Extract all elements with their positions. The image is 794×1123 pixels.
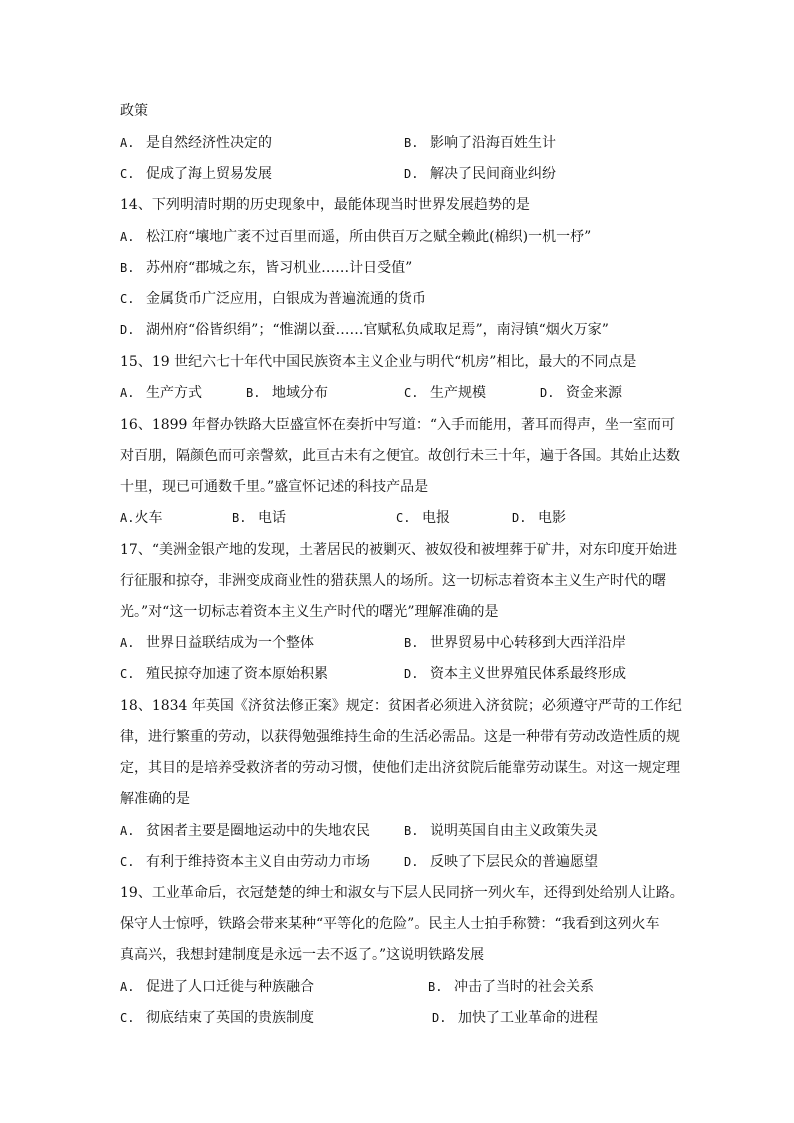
option-letter: C. [396, 511, 411, 525]
option-letter: B. [404, 824, 419, 838]
option-text: 资本主义世界殖民体系最终形成 [430, 666, 626, 682]
q14-option-b [120, 258, 412, 278]
option-letter: D. [404, 855, 419, 869]
option-text: 世界贸易中心转移到大西洋沿岸 [430, 635, 626, 651]
q16-stem-line-3: 十里，现已可通数千里。”盛宣怀记述的科技产品是 [120, 479, 429, 495]
q17-stem-line-1: 17、“美洲金银产地的发现，土著居民的被剿灭、被奴役和被埋葬于矿井，对东印度开始进 [120, 542, 677, 558]
q19-stem-line-1: 19、工业革命后，衣冠楚楚的绅士和淑女与下层人民同挤一列火车，还得到处给别人让路。 [120, 885, 684, 901]
q17-stem-line-2: 行征服和掠夺，非洲变成商业性的猎获黑人的场所。这一切标志着资本主义生产时代的曙 [120, 573, 666, 589]
option-letter: B. [232, 511, 247, 525]
q16-stem-line-2: 对百朋，隔颜色而可亲謦欬，此亘古未有之便宜。故创行未三十年，遍于各国。其始止达数 [120, 448, 680, 464]
option-text: 说明英国自由主义政策失灵 [430, 823, 598, 839]
option-text: 电话 [258, 510, 286, 526]
q16-option-b [232, 508, 286, 528]
option-text: 促成了海上贸易发展 [146, 166, 272, 182]
q14-option-d [120, 320, 609, 340]
option-text: 加快了工业革命的进程 [458, 1010, 598, 1026]
option-text: 金属货币广泛应用，白银成为普遍流通的货币 [146, 291, 426, 307]
q18-option-d [404, 852, 598, 872]
option-text: 电影 [538, 510, 566, 526]
q18-stem-line-3: 定，其目的是培养受救济者的劳动习惯，使他们走出济贫院后能靠劳动谋生。对这一规定理 [120, 760, 680, 776]
option-text: 湖州府“俗皆织绢”；“惟湖以蚕……官赋私负咸取足焉”，南浔镇“烟火万家” [146, 322, 609, 338]
q17-option-a [120, 633, 314, 653]
option-text: 电报 [422, 510, 450, 526]
option-text: 冲击了当时的社会关系 [454, 979, 594, 995]
option-text: 促进了人口迁徙与种族融合 [146, 979, 314, 995]
q15-option-c [404, 383, 486, 403]
option-letter: C. [404, 386, 419, 400]
q16-stem-line-1: 16、1899 年督办铁路大臣盛宣怀在奏折中写道：“入手而能用，著耳而得声，坐一室而可 [120, 417, 676, 433]
option-letter: B. [428, 980, 443, 994]
option-text: 资金来源 [566, 385, 622, 401]
q15-option-a [120, 383, 202, 403]
q13-stem-tail: 政策 [120, 103, 148, 119]
q19-stem-line-2: 保守人士惊呼，铁路会带来某种“平等化的危险”。民主人士拍手称赞：“我看到这列火车 [120, 916, 660, 932]
option-letter: D. [120, 323, 135, 337]
option-letter: C. [120, 1011, 135, 1025]
option-letter: C. [120, 167, 135, 181]
q19-option-b [428, 977, 594, 997]
option-letter: C. [120, 855, 135, 869]
option-letter: D. [404, 167, 419, 181]
option-text: 殖民掠夺加速了资本原始积累 [146, 666, 328, 682]
q16-option-d [512, 508, 566, 528]
option-letter: C. [120, 292, 135, 306]
option-text: 解决了民间商业纠纷 [430, 166, 556, 182]
q19-option-d [432, 1008, 598, 1028]
q17-option-d [404, 664, 626, 684]
option-letter: D. [404, 667, 419, 681]
option-letter: D. [512, 511, 527, 525]
option-letter: C. [120, 667, 135, 681]
option-letter: B. [120, 261, 135, 275]
option-text: 生产规模 [430, 385, 486, 401]
q19-option-c [120, 1008, 314, 1028]
q15-stem: 15、19 世纪六七十年代中国民族资本主义企业与明代“机房”相比，最大的不同点是 [120, 354, 637, 370]
option-text: 苏州府“郡城之东，皆习机业……计日受值” [146, 260, 413, 276]
q14-stem: 14、下列明清时期的历史现象中，最能体现当时世界发展趋势的是 [120, 197, 530, 213]
q14-option-c [120, 289, 426, 309]
q13-option-a [120, 133, 272, 153]
q14-option-a [120, 227, 591, 247]
option-letter: A. [120, 511, 135, 525]
option-letter: D. [432, 1011, 447, 1025]
option-letter: A. [120, 230, 135, 244]
option-letter: A. [120, 386, 135, 400]
q16-option-c [396, 508, 450, 528]
q18-stem-line-1: 18、1834 年英国《济贫法修正案》规定：贫困者必须进入济贫院；必须遵守严苛的工作纪 [120, 698, 682, 714]
q18-stem-line-4: 解准确的是 [120, 791, 190, 807]
option-letter: A. [120, 136, 135, 150]
q19-stem-line-3: 真高兴，我想封建制度是永远一去不返了。”这说明铁路发展 [120, 947, 485, 963]
option-letter: B. [404, 136, 419, 150]
q18-option-a [120, 821, 370, 841]
q17-option-b [404, 633, 626, 653]
option-text: 反映了下层民众的普遍愿望 [430, 854, 598, 870]
q18-option-b [404, 821, 598, 841]
q13-option-c [120, 164, 272, 184]
q15-option-d [540, 383, 622, 403]
option-text: 世界日益联结成为一个整体 [146, 635, 314, 651]
option-text: 地域分布 [272, 385, 328, 401]
option-text: 松江府“壤地广袤不过百里而遥，所由供百万之赋全赖此(棉织)一机一杼” [146, 229, 592, 245]
option-text: 火车 [134, 510, 163, 526]
option-text: 彻底结束了英国的贵族制度 [146, 1010, 314, 1026]
option-letter: A. [120, 636, 135, 650]
option-text: 贫困者主要是圈地运动中的失地农民 [146, 823, 370, 839]
option-text: 有利于维持资本主义自由劳动力市场 [146, 854, 370, 870]
q15-option-b [246, 383, 328, 403]
q18-option-c [120, 852, 370, 872]
option-letter: A. [120, 824, 135, 838]
option-letter: A. [120, 980, 135, 994]
q17-option-c [120, 664, 328, 684]
q18-stem-line-2: 律，进行繁重的劳动，以获得勉强维持生命的生活必需品。这是一种带有劳动改造性质的规 [120, 729, 680, 745]
q19-option-a [120, 977, 314, 997]
q17-stem-line-3: 光。”对“这一切标志着资本主义生产时代的曙光”理解准确的是 [120, 604, 499, 620]
option-letter: B. [404, 636, 419, 650]
option-text: 生产方式 [146, 385, 202, 401]
option-text: 影响了沿海百姓生计 [430, 135, 556, 151]
q13-option-b [404, 133, 556, 153]
q13-option-d [404, 164, 556, 184]
option-letter: B. [246, 386, 261, 400]
option-letter: D. [540, 386, 555, 400]
q16-option-a [120, 508, 162, 528]
option-text: 是自然经济性决定的 [146, 135, 272, 151]
